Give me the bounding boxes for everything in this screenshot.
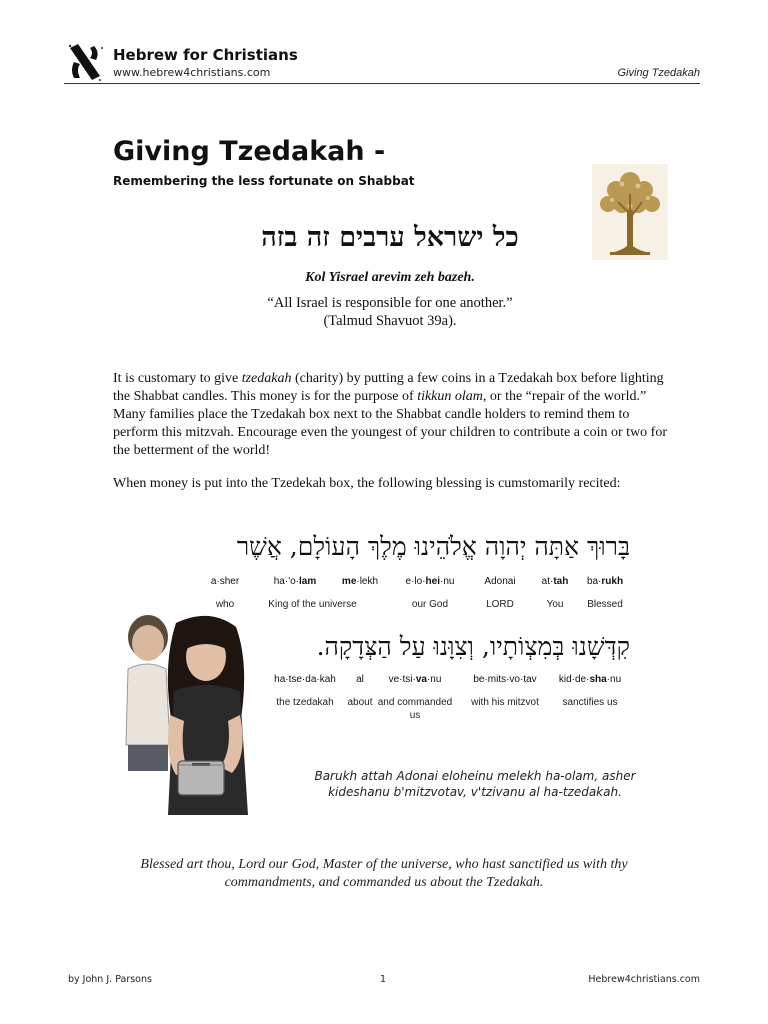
word-translit: Adonai	[484, 576, 516, 587]
term-tzedakah: tzedakah	[241, 371, 292, 386]
text-run: (charity) by putting a few coins in a Tzedakah box before lighting the Shabbat candles. This money is for the purpose of	[113, 371, 664, 404]
term-tikkun-olam: tikkun olam	[417, 389, 483, 404]
transliteration-line: Barukh attah Adonai eloheinu melekh ha-olam, asher	[314, 769, 636, 783]
intro-paragraph	[113, 370, 673, 460]
text-run: , or the “repair of the world.” Many families place the Tzedakah box next to the Shabbat candle holders to remind them to perform this mitzvah. Encourage even the youngest of your children to contribute a coin or two for the betterment of the world!	[113, 389, 667, 458]
english-line: Blessed art thou, Lord our God, Master of the universe, who hast sanctified us with thy	[140, 857, 628, 872]
word-translit: be·mits·vo·tav	[473, 674, 537, 685]
word-translation: who	[215, 599, 235, 610]
aleph-logo-icon	[64, 40, 106, 82]
blessing-intro-paragraph: When money is put into the Tzedekah box, the following blessing is cumstomarily recited:	[113, 476, 621, 491]
word-translation: the tzedakah	[276, 697, 334, 708]
footer-author: by John J. Parsons	[68, 974, 152, 985]
footer-page-number: 1	[380, 974, 387, 985]
word-translit: me·lekh	[341, 576, 379, 587]
word-translation: King of the universe	[268, 599, 357, 610]
blessing-hebrew-1: בָּרוּךְ אַתָּה יְהוָה אֱלֹהֵינוּ מֶלֶךְ הָעוֹלָם, אֲשֶׁר	[236, 532, 630, 561]
phrase-quote	[150, 294, 630, 330]
word-translation: about	[347, 697, 373, 708]
page-title: Giving Tzedakah -	[113, 136, 386, 167]
english-line: commandments, and commanded us about the Tzedakah.	[224, 875, 544, 890]
word-translit: ha·'o·lam	[273, 576, 317, 587]
word-translit: e·lo·hei·nu	[405, 576, 455, 587]
phrase-transliteration: Kol Yisrael arevim zeh bazeh.	[305, 270, 475, 285]
blessing-line-1	[190, 532, 630, 622]
word-translit: kid·de·sha·nu	[558, 674, 622, 685]
word-translation: our God	[411, 599, 449, 610]
footer-site[interactable]: Hebrew4christians.com	[588, 974, 700, 985]
word-translation: LORD	[486, 599, 514, 610]
word-translation: Blessed	[587, 599, 623, 610]
word-translation: with his mitzvot	[471, 697, 539, 708]
site-url[interactable]: www.hebrew4christians.com	[113, 66, 271, 79]
word-translit: ha·tse·da·kah	[274, 674, 336, 685]
word-translit: at·tah	[541, 576, 569, 587]
blessing-hebrew-2: קִדְּשָׁנוּ בְּמִצְוֹתָיו, וְצִוָּנוּ עַל הַצְּדָקָה.	[316, 632, 630, 661]
blessing-english	[100, 856, 668, 892]
transliteration-line: kideshanu b'mitzvotav, v'tzivanu al ha-tzedakah.	[328, 785, 622, 799]
page-header	[64, 40, 700, 84]
blessing-transliteration	[255, 768, 695, 800]
page-label: Giving Tzedakah	[617, 67, 700, 79]
word-translit: a·sher	[210, 576, 240, 587]
site-name: Hebrew for Christians	[113, 46, 298, 64]
page-subtitle: Remembering the less fortunate on Shabbat	[113, 174, 415, 188]
word-translit: ve·tsi·va·nu	[388, 674, 442, 685]
text-run: It is customary to give	[113, 371, 242, 386]
hebrew-phrase: כל ישראל ערבים זה בזה	[261, 222, 519, 253]
word-translit: ba·rukh	[586, 576, 624, 587]
quote-line: “All Israel is responsible for one another.”	[267, 295, 513, 311]
blessing-line-2	[190, 632, 630, 732]
quote-source: (Talmud Shavuot 39a).	[323, 313, 457, 329]
word-translation: and commanded us	[377, 697, 453, 721]
word-translation: You	[546, 599, 564, 610]
word-translit: al	[356, 674, 364, 685]
word-translation: sanctifies us	[562, 697, 618, 708]
